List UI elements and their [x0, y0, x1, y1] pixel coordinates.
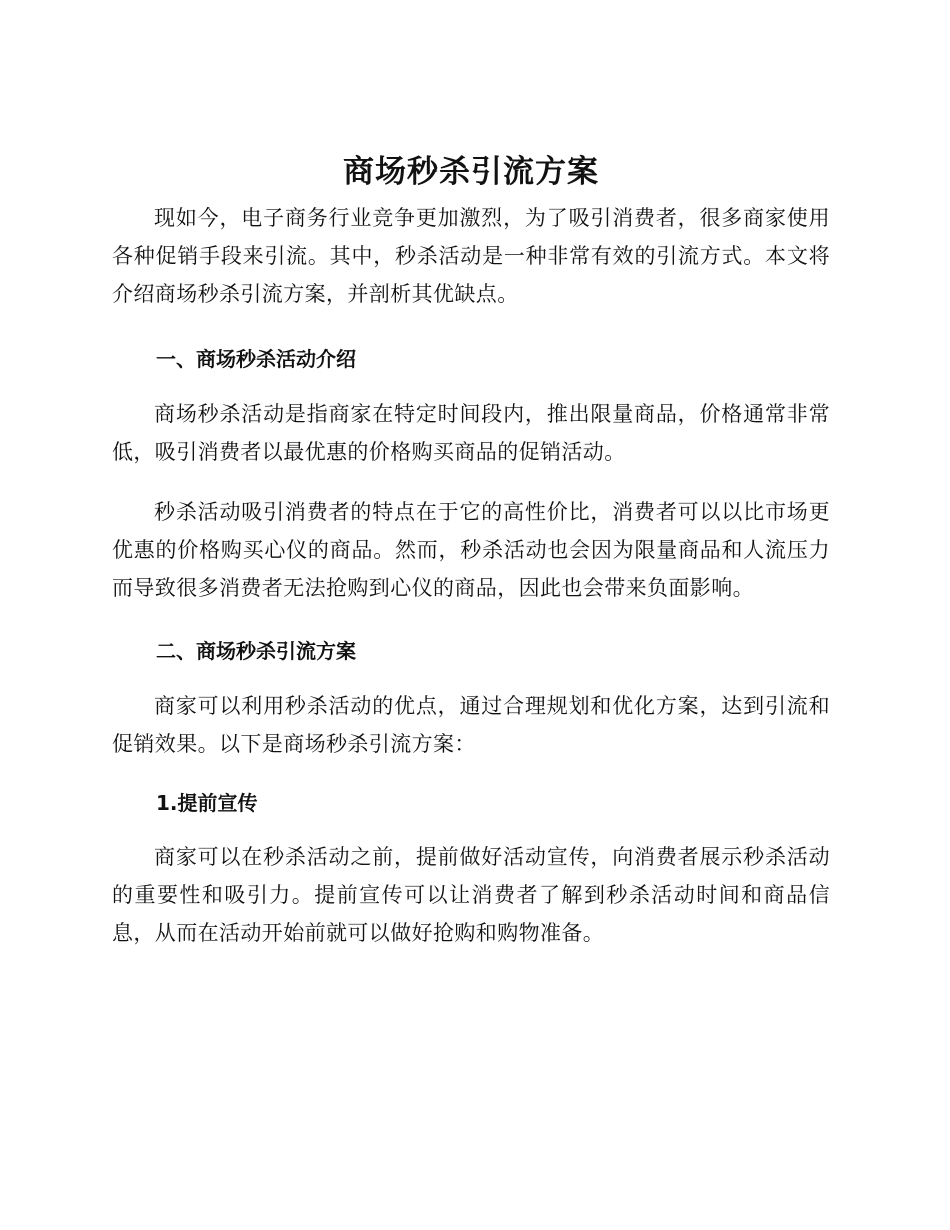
- intro-paragraph: 现如今，电子商务行业竞争更加激烈，为了吸引消费者，很多商家使用各种促销手段来引流。其中，秒杀活动是一种非常有效的引流方式。本文将介绍商场秒杀引流方案，并剖析其优缺点。: [112, 206, 830, 306]
- subsection-heading-1: 1.提前宣传: [156, 791, 258, 815]
- section-heading-2: 二、商场秒杀引流方案: [156, 639, 356, 663]
- section1-paragraph-1: 商场秒杀活动是指商家在特定时间段内，推出限量商品，价格通常非常低，吸引消费者以最优惠的价格购买商品的促销活动。: [112, 402, 830, 464]
- section1-paragraph-2: 秒杀活动吸引消费者的特点在于它的高性价比，消费者可以以比市场更优惠的价格购买心仪的商品。然而，秒杀活动也会因为限量商品和人流压力而导致很多消费者无法抢购到心仪的商品，因此也会带来负面影响。: [112, 500, 830, 600]
- section-heading-1: 一、商场秒杀活动介绍: [156, 347, 356, 371]
- subsection1-paragraph-1: 商家可以在秒杀活动之前，提前做好活动宣传，向消费者展示秒杀活动的重要性和吸引力。提前宣传可以让消费者了解到秒杀活动时间和商品信息，从而在活动开始前就可以做好抢购和购物准备。: [112, 845, 830, 945]
- document-title: 商场秒杀引流方案: [343, 154, 599, 190]
- section2-paragraph-1: 商家可以利用秒杀活动的优点，通过合理规划和优化方案，达到引流和促销效果。以下是商场秒杀引流方案：: [112, 694, 830, 756]
